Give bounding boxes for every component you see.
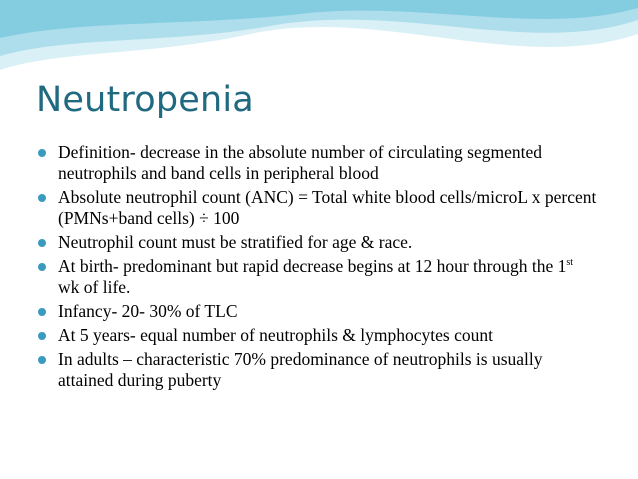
bullet-marker bbox=[38, 332, 46, 340]
bullet-list bbox=[38, 142, 598, 394]
bullet-marker bbox=[38, 356, 46, 364]
bullet-item bbox=[38, 349, 598, 391]
bullet-text-part: At birth- predominant but rapid decrease begins at 12 hour through the 1 bbox=[58, 256, 567, 276]
bullet-item bbox=[38, 187, 598, 229]
bullet-text: Neutrophil count must be stratified for age & race. bbox=[58, 232, 413, 252]
slide-title: Neutropenia bbox=[36, 80, 254, 120]
bullet-text: At 5 years- equal number of neutrophils & lymphocytes count bbox=[58, 325, 493, 345]
header-wave-decoration bbox=[0, 0, 638, 80]
bullet-text: Infancy- 20- 30% of TLC bbox=[58, 301, 238, 321]
bullet-text: Definition- decrease in the absolute number of circulating segmented neutrophils and band cells in peripheral blood bbox=[58, 142, 542, 183]
bullet-text bbox=[58, 256, 573, 297]
bullet-marker bbox=[38, 194, 46, 202]
bullet-marker bbox=[38, 308, 46, 316]
bullet-item bbox=[38, 256, 598, 298]
bullet-item bbox=[38, 301, 598, 322]
bullet-text: Absolute neutrophil count (ANC) = Total white blood cells/microL x percent (PMNs+band cells) ÷ 100 bbox=[58, 187, 597, 228]
bullet-text-part: wk of life. bbox=[58, 277, 131, 297]
ordinal-superscript: st bbox=[566, 257, 574, 269]
bullet-marker bbox=[38, 239, 46, 247]
bullet-marker bbox=[38, 149, 46, 157]
bullet-item bbox=[38, 325, 598, 346]
bullet-item bbox=[38, 232, 598, 253]
bullet-item bbox=[38, 142, 598, 184]
bullet-marker bbox=[38, 263, 46, 271]
bullet-text: In adults – characteristic 70% predominance of neutrophils is usually attained during puberty bbox=[58, 349, 543, 390]
